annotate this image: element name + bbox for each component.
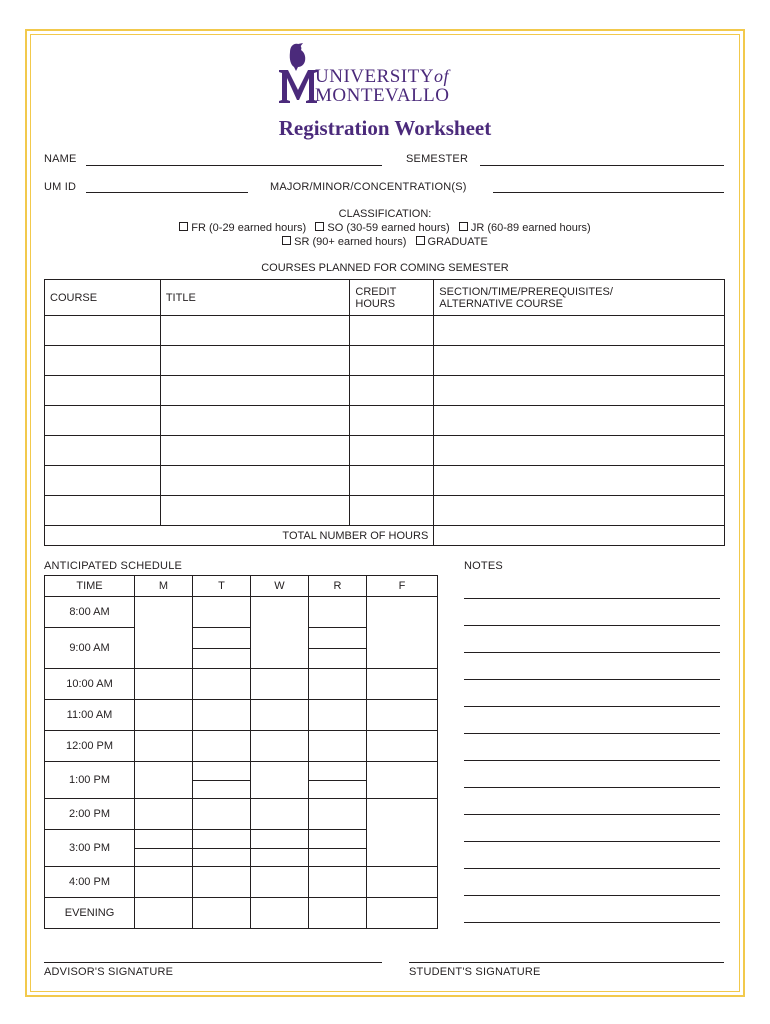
credit-hours-column-header: CREDIT HOURS [350,280,434,316]
schedule-row [45,597,438,628]
jr-option-label: JR (60-89 earned hours) [470,222,591,234]
course-cell[interactable] [45,346,161,376]
time-label: 10:00 AM [45,669,135,700]
schedule-row [45,898,438,929]
schedule-cell[interactable] [309,830,367,867]
sr-checkbox[interactable] [282,236,291,245]
section-cell[interactable] [434,376,725,406]
credit-cell[interactable] [350,346,434,376]
schedule-cell[interactable] [309,628,367,669]
title-cell[interactable] [160,316,350,346]
table-row [45,406,725,436]
schedule-cell[interactable] [309,700,367,731]
schedule-cell[interactable] [309,669,367,700]
credit-cell[interactable] [350,496,434,526]
so-checkbox[interactable] [315,222,324,231]
schedule-cell[interactable] [193,762,251,799]
section-cell[interactable] [434,466,725,496]
schedule-cell[interactable] [309,731,367,762]
schedule-cell[interactable] [309,597,367,628]
schedule-cell[interactable] [251,898,309,929]
schedule-cell[interactable] [193,731,251,762]
schedule-cell[interactable] [367,669,438,700]
schedule-cell[interactable] [251,830,309,867]
total-hours-label: TOTAL NUMBER OF HOURS [45,526,434,546]
notes-line[interactable] [464,598,720,599]
schedule-row [45,799,438,830]
schedule-row [45,669,438,700]
courses-header-row [45,280,725,316]
um-id-label: UM ID [44,181,77,193]
time-label: 1:00 PM [45,762,135,799]
logo-montevallo-text: MONTEVALLO [315,85,450,106]
schedule-header-row [45,576,438,597]
schedule-cell[interactable] [193,867,251,898]
schedule-cell[interactable] [135,867,193,898]
schedule-cell[interactable] [135,597,193,669]
classification-heading: CLASSIFICATION: [338,208,432,220]
logo-university-text: UNIVERSITYof [315,66,450,87]
notes-line[interactable] [464,760,720,761]
time-label: 12:00 PM [45,731,135,762]
graduate-option-label: GRADUATE [427,236,488,248]
section-cell[interactable] [434,316,725,346]
time-label: 3:00 PM [45,830,135,867]
course-cell[interactable] [45,316,161,346]
notes-line[interactable] [464,814,720,815]
table-row [45,376,725,406]
section-cell[interactable] [434,346,725,376]
notes-heading: NOTES [464,560,503,572]
notes-line[interactable] [464,733,720,734]
schedule-cell[interactable] [193,700,251,731]
semester-field[interactable] [480,165,724,166]
schedule-cell[interactable] [135,700,193,731]
schedule-row [45,867,438,898]
table-row [45,316,725,346]
schedule-cell[interactable] [251,799,309,830]
schedule-cell[interactable] [367,731,438,762]
day-header-w: W [251,576,309,597]
schedule-cell[interactable] [367,898,438,929]
title-cell[interactable] [160,466,350,496]
notes-line[interactable] [464,922,720,923]
credit-cell[interactable] [350,316,434,346]
day-header-m: M [135,576,193,597]
schedule-cell[interactable] [251,731,309,762]
page-title: Registration Worksheet [278,116,492,140]
table-row [45,496,725,526]
student-signature-label: STUDENT'S SIGNATURE [409,966,541,978]
day-header-t: T [193,576,251,597]
student-signature-field[interactable] [409,962,724,963]
section-cell[interactable] [434,436,725,466]
course-cell[interactable] [45,406,161,436]
time-label: 9:00 AM [45,628,135,669]
title-cell[interactable] [160,496,350,526]
time-label: 8:00 AM [45,597,135,628]
schedule-cell[interactable] [193,628,251,669]
schedule-cell[interactable] [251,867,309,898]
schedule-cell[interactable] [193,799,251,830]
notes-line[interactable] [464,868,720,869]
schedule-cell[interactable] [135,799,193,830]
notes-line[interactable] [464,841,720,842]
courses-table [44,279,725,546]
advisor-signature-field[interactable] [44,962,382,963]
schedule-cell[interactable] [251,597,309,669]
schedule-cell[interactable] [367,799,438,867]
time-label: EVENING [45,898,135,929]
time-label: 4:00 PM [45,867,135,898]
notes-line[interactable] [464,625,720,626]
schedule-row [45,731,438,762]
fr-checkbox[interactable] [179,222,188,231]
notes-line[interactable] [464,706,720,707]
schedule-table [44,575,438,929]
total-row [45,526,725,546]
schedule-cell[interactable] [367,867,438,898]
um-id-field[interactable] [86,192,248,193]
course-cell[interactable] [45,436,161,466]
schedule-cell[interactable] [309,762,367,799]
schedule-cell[interactable] [193,830,251,867]
schedule-cell[interactable] [367,762,438,799]
schedule-cell[interactable] [251,700,309,731]
time-column-header: TIME [45,576,135,597]
schedule-cell[interactable] [135,669,193,700]
schedule-cell[interactable] [309,867,367,898]
time-label: 2:00 PM [45,799,135,830]
title-cell[interactable] [160,376,350,406]
title-column-header: TITLE [160,280,350,316]
advisor-signature-label: ADVISOR'S SIGNATURE [44,966,174,978]
section-cell[interactable] [434,406,725,436]
major-label: MAJOR/MINOR/CONCENTRATION(S) [270,181,467,193]
course-cell[interactable] [45,376,161,406]
classification-row-1 [0,222,770,234]
title-cell[interactable] [160,346,350,376]
name-label: NAME [44,153,77,165]
section-column-header: SECTION/TIME/PREREQUISITES/ ALTERNATIVE COURSE [434,280,725,316]
table-row [45,436,725,466]
schedule-row [45,700,438,731]
day-header-r: R [309,576,367,597]
table-row [45,346,725,376]
name-field[interactable] [86,165,382,166]
sr-option-label: SR (90+ earned hours) [294,236,407,248]
schedule-row [45,762,438,799]
schedule-cell[interactable] [367,597,438,669]
notes-line[interactable] [464,652,720,653]
table-row [45,466,725,496]
notes-line[interactable] [464,895,720,896]
schedule-cell[interactable] [309,898,367,929]
schedule-cell[interactable] [193,597,251,628]
jr-checkbox[interactable] [459,222,468,231]
courses-heading: COURSES PLANNED FOR COMING SEMESTER [261,262,509,274]
schedule-cell[interactable] [193,898,251,929]
so-option-label: SO (30-59 earned hours) [327,222,450,234]
credit-cell[interactable] [350,376,434,406]
schedule-cell[interactable] [367,700,438,731]
graduate-checkbox[interactable] [416,236,425,245]
classification-row-2 [0,236,770,248]
fr-option-label: FR (0-29 earned hours) [191,222,307,234]
schedule-cell[interactable] [135,762,193,799]
section-cell[interactable] [434,496,725,526]
monogram-bird-icon [276,40,320,104]
schedule-cell[interactable] [135,731,193,762]
logo-of-text: of [434,66,450,86]
schedule-cell[interactable] [193,669,251,700]
time-label: 11:00 AM [45,700,135,731]
semester-label: SEMESTER [406,153,469,165]
title-cell[interactable] [160,436,350,466]
credit-cell[interactable] [350,466,434,496]
credit-cell[interactable] [350,436,434,466]
schedule-cell[interactable] [251,669,309,700]
schedule-cell[interactable] [135,830,193,867]
total-hours-cell[interactable] [434,526,725,546]
schedule-cell[interactable] [135,898,193,929]
schedule-cell[interactable] [309,799,367,830]
course-column-header: COURSE [45,280,161,316]
course-cell[interactable] [45,466,161,496]
university-logo [276,40,320,104]
schedule-heading: ANTICIPATED SCHEDULE [44,560,183,572]
day-header-f: F [367,576,438,597]
notes-line[interactable] [464,787,720,788]
major-field[interactable] [493,192,724,193]
schedule-cell[interactable] [251,762,309,799]
credit-cell[interactable] [350,406,434,436]
notes-line[interactable] [464,679,720,680]
title-cell[interactable] [160,406,350,436]
course-cell[interactable] [45,496,161,526]
